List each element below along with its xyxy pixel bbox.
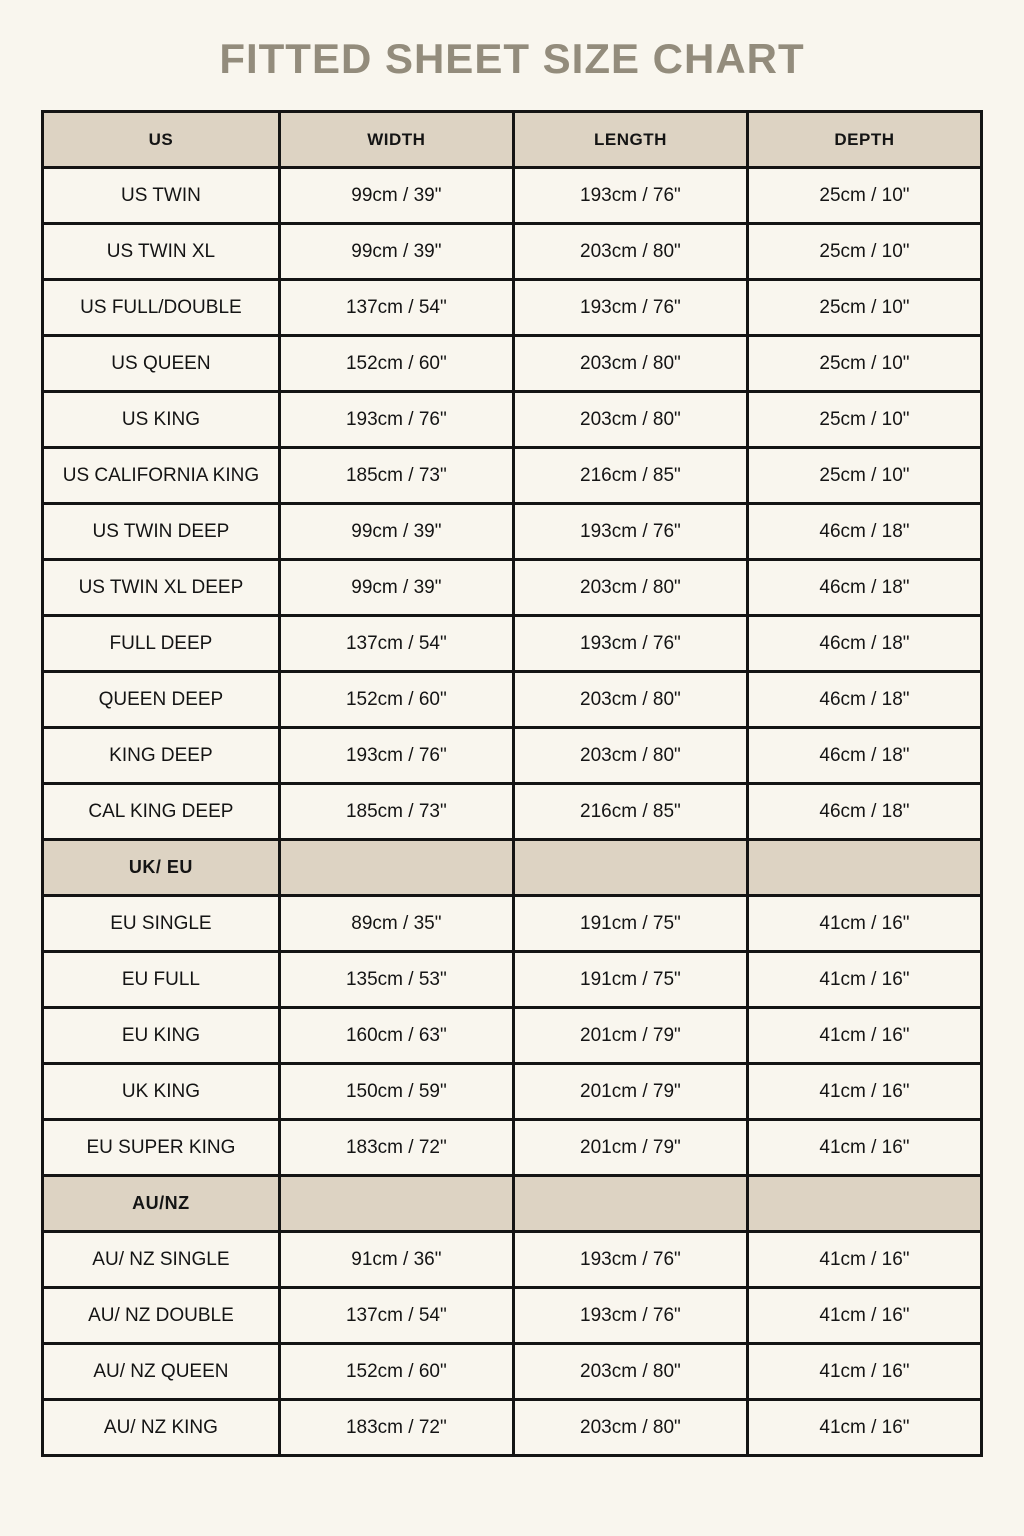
measurement-cell: 41cm / 16" xyxy=(747,1008,981,1064)
measurement-cell: 46cm / 18" xyxy=(747,672,981,728)
column-header-width: WIDTH xyxy=(279,112,513,168)
measurement-cell: 25cm / 10" xyxy=(747,392,981,448)
measurement-cell: 201cm / 79" xyxy=(513,1008,747,1064)
measurement-cell: 41cm / 16" xyxy=(747,1232,981,1288)
measurement-cell: 41cm / 16" xyxy=(747,1400,981,1456)
measurement-cell: 25cm / 10" xyxy=(747,168,981,224)
measurement-cell: 203cm / 80" xyxy=(513,1400,747,1456)
measurement-cell: 25cm / 10" xyxy=(747,336,981,392)
size-name-cell: US CALIFORNIA KING xyxy=(43,448,280,504)
measurement-cell: 25cm / 10" xyxy=(747,448,981,504)
section-empty-cell xyxy=(513,840,747,896)
size-name-cell: EU SUPER KING xyxy=(43,1120,280,1176)
size-name-cell: US TWIN XL DEEP xyxy=(43,560,280,616)
measurement-cell: 160cm / 63" xyxy=(279,1008,513,1064)
measurement-cell: 201cm / 79" xyxy=(513,1064,747,1120)
section-empty-cell xyxy=(279,840,513,896)
measurement-cell: 137cm / 54" xyxy=(279,616,513,672)
measurement-cell: 41cm / 16" xyxy=(747,1064,981,1120)
size-name-cell: US KING xyxy=(43,392,280,448)
measurement-cell: 216cm / 85" xyxy=(513,448,747,504)
measurement-cell: 193cm / 76" xyxy=(513,1288,747,1344)
measurement-cell: 216cm / 85" xyxy=(513,784,747,840)
measurement-cell: 203cm / 80" xyxy=(513,672,747,728)
size-name-cell: AU/ NZ DOUBLE xyxy=(43,1288,280,1344)
table-row xyxy=(43,168,982,224)
header-row xyxy=(43,112,982,168)
measurement-cell: 185cm / 73" xyxy=(279,784,513,840)
section-empty-cell xyxy=(279,1176,513,1232)
measurement-cell: 193cm / 76" xyxy=(513,280,747,336)
measurement-cell: 191cm / 75" xyxy=(513,896,747,952)
table-row xyxy=(43,952,982,1008)
measurement-cell: 99cm / 39" xyxy=(279,224,513,280)
measurement-cell: 89cm / 35" xyxy=(279,896,513,952)
table-row xyxy=(43,616,982,672)
size-name-cell: UK KING xyxy=(43,1064,280,1120)
table-row xyxy=(43,728,982,784)
size-name-cell: US TWIN DEEP xyxy=(43,504,280,560)
measurement-cell: 152cm / 60" xyxy=(279,1344,513,1400)
measurement-cell: 193cm / 76" xyxy=(279,728,513,784)
measurement-cell: 46cm / 18" xyxy=(747,728,981,784)
measurement-cell: 46cm / 18" xyxy=(747,616,981,672)
table-row xyxy=(43,504,982,560)
measurement-cell: 137cm / 54" xyxy=(279,1288,513,1344)
table-row xyxy=(43,448,982,504)
size-name-cell: FULL DEEP xyxy=(43,616,280,672)
table-row xyxy=(43,1344,982,1400)
table-row xyxy=(43,1120,982,1176)
section-label: UK/ EU xyxy=(43,840,280,896)
size-name-cell: EU FULL xyxy=(43,952,280,1008)
table-row xyxy=(43,1008,982,1064)
measurement-cell: 91cm / 36" xyxy=(279,1232,513,1288)
measurement-cell: 41cm / 16" xyxy=(747,952,981,1008)
measurement-cell: 203cm / 80" xyxy=(513,728,747,784)
table-row xyxy=(43,1232,982,1288)
table-row xyxy=(43,1064,982,1120)
table-row xyxy=(43,672,982,728)
measurement-cell: 150cm / 59" xyxy=(279,1064,513,1120)
size-name-cell: KING DEEP xyxy=(43,728,280,784)
table-row xyxy=(43,280,982,336)
section-label: AU/NZ xyxy=(43,1176,280,1232)
measurement-cell: 203cm / 80" xyxy=(513,560,747,616)
measurement-cell: 191cm / 75" xyxy=(513,952,747,1008)
measurement-cell: 46cm / 18" xyxy=(747,504,981,560)
size-name-cell: EU SINGLE xyxy=(43,896,280,952)
measurement-cell: 201cm / 79" xyxy=(513,1120,747,1176)
table-row xyxy=(43,896,982,952)
table-row xyxy=(43,336,982,392)
measurement-cell: 137cm / 54" xyxy=(279,280,513,336)
size-name-cell: US TWIN XL xyxy=(43,224,280,280)
measurement-cell: 193cm / 76" xyxy=(279,392,513,448)
measurement-cell: 46cm / 18" xyxy=(747,784,981,840)
size-name-cell: AU/ NZ KING xyxy=(43,1400,280,1456)
measurement-cell: 193cm / 76" xyxy=(513,504,747,560)
measurement-cell: 46cm / 18" xyxy=(747,560,981,616)
measurement-cell: 152cm / 60" xyxy=(279,336,513,392)
table-body xyxy=(43,168,982,1456)
table-row xyxy=(43,784,982,840)
size-name-cell: US TWIN xyxy=(43,168,280,224)
column-header-depth: DEPTH xyxy=(747,112,981,168)
table-row xyxy=(43,224,982,280)
page-title: FITTED SHEET SIZE CHART xyxy=(219,35,805,82)
section-row xyxy=(43,840,982,896)
size-chart-table xyxy=(41,110,983,1457)
table-row xyxy=(43,1288,982,1344)
column-header-length: LENGTH xyxy=(513,112,747,168)
measurement-cell: 99cm / 39" xyxy=(279,560,513,616)
measurement-cell: 99cm / 39" xyxy=(279,168,513,224)
measurement-cell: 135cm / 53" xyxy=(279,952,513,1008)
measurement-cell: 25cm / 10" xyxy=(747,280,981,336)
table-row xyxy=(43,392,982,448)
measurement-cell: 203cm / 80" xyxy=(513,392,747,448)
size-name-cell: QUEEN DEEP xyxy=(43,672,280,728)
measurement-cell: 25cm / 10" xyxy=(747,224,981,280)
measurement-cell: 41cm / 16" xyxy=(747,1344,981,1400)
measurement-cell: 193cm / 76" xyxy=(513,1232,747,1288)
measurement-cell: 183cm / 72" xyxy=(279,1400,513,1456)
measurement-cell: 185cm / 73" xyxy=(279,448,513,504)
measurement-cell: 99cm / 39" xyxy=(279,504,513,560)
section-empty-cell xyxy=(513,1176,747,1232)
table-row xyxy=(43,560,982,616)
measurement-cell: 183cm / 72" xyxy=(279,1120,513,1176)
size-name-cell: US QUEEN xyxy=(43,336,280,392)
measurement-cell: 203cm / 80" xyxy=(513,336,747,392)
section-empty-cell xyxy=(747,840,981,896)
measurement-cell: 203cm / 80" xyxy=(513,224,747,280)
column-header-us: US xyxy=(43,112,280,168)
size-name-cell: CAL KING DEEP xyxy=(43,784,280,840)
section-empty-cell xyxy=(747,1176,981,1232)
measurement-cell: 193cm / 76" xyxy=(513,616,747,672)
size-name-cell: EU KING xyxy=(43,1008,280,1064)
measurement-cell: 193cm / 76" xyxy=(513,168,747,224)
measurement-cell: 41cm / 16" xyxy=(747,1288,981,1344)
size-name-cell: AU/ NZ SINGLE xyxy=(43,1232,280,1288)
measurement-cell: 203cm / 80" xyxy=(513,1344,747,1400)
table-row xyxy=(43,1400,982,1456)
size-name-cell: AU/ NZ QUEEN xyxy=(43,1344,280,1400)
table-header xyxy=(43,112,982,168)
section-row xyxy=(43,1176,982,1232)
measurement-cell: 152cm / 60" xyxy=(279,672,513,728)
size-name-cell: US FULL/DOUBLE xyxy=(43,280,280,336)
measurement-cell: 41cm / 16" xyxy=(747,1120,981,1176)
measurement-cell: 41cm / 16" xyxy=(747,896,981,952)
